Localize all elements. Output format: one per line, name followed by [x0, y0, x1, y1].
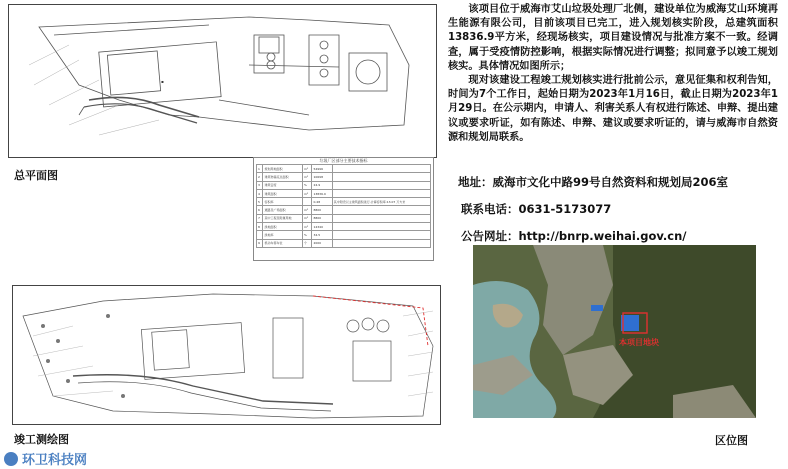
- index-table-row: [257, 214, 431, 222]
- index-table-cell-item: 容积率: [263, 198, 303, 206]
- index-table-cell-note: [332, 223, 430, 231]
- index-table-cell-value: 8800: [312, 214, 332, 222]
- index-table-cell-unit: m²: [303, 223, 312, 231]
- index-table-row: [257, 231, 431, 239]
- index-table-row: [257, 198, 431, 206]
- index-table-cell-item: 绿地率: [263, 231, 303, 239]
- index-table-cell-note: [332, 165, 430, 173]
- location-map-svg: [473, 245, 756, 418]
- index-table-cell-note: 其中附设以主建筑面积进行,计算容积率:13.07 万方米: [332, 198, 430, 206]
- watermark-logo-icon: [4, 452, 18, 466]
- index-table-row: [257, 181, 431, 189]
- index-table-title: 垃圾厂区部分主要技术指标: [319, 158, 368, 163]
- website-text: 公告网址：http://bnrp.weihai.gov.cn/: [461, 229, 687, 243]
- survey-tank-area: [353, 341, 391, 381]
- index-table-cell-note: [332, 239, 430, 247]
- address-text: 地址：威海市文化中路99号自然资料和规划局206室: [458, 175, 729, 189]
- index-table-cell-item: 绿地面积: [263, 223, 303, 231]
- index-table-cell-note: [332, 214, 430, 222]
- index-table-cell-no: 6: [257, 206, 263, 214]
- index-table-cell-no: 5: [257, 198, 263, 206]
- index-table-cell-item: 建筑面积: [263, 189, 303, 197]
- index-table-cell-value: 2000: [312, 239, 332, 247]
- boundary-inner-line: [54, 25, 209, 35]
- index-table-cell-unit: m²: [303, 206, 312, 214]
- watermark: [4, 449, 87, 468]
- blue-roofs: [621, 315, 639, 331]
- index-table-cell-no: 2: [257, 173, 263, 181]
- notice-text: [448, 3, 778, 145]
- site-plan-drawing: [8, 4, 437, 158]
- index-table-cell-unit: m²: [303, 214, 312, 222]
- index-table-cell-value: 13836.9: [312, 189, 332, 197]
- index-table-grid: [256, 164, 431, 248]
- index-table-row: [257, 223, 431, 231]
- index-table-row: [257, 173, 431, 181]
- site-plan-caption: 总平面图: [14, 169, 58, 182]
- index-table-cell-no: 4: [257, 189, 263, 197]
- index-table-cell-unit: m²: [303, 165, 312, 173]
- technical-index-table: [253, 157, 434, 261]
- watermark-text: 环卫科技网: [22, 453, 88, 468]
- index-table-cell-unit: m²: [303, 189, 312, 197]
- index-table-cell-no: 3: [257, 181, 263, 189]
- index-table-cell-unit: 个: [303, 239, 312, 247]
- index-table-cell-no: 1: [257, 165, 263, 173]
- site-plan-svg: [9, 5, 436, 157]
- index-table-cell-value: 24.9: [312, 181, 332, 189]
- svg-text:▪: ▪: [161, 79, 164, 84]
- index-table-cell-unit: [303, 198, 312, 206]
- index-table-cell-value: 54996: [312, 165, 332, 173]
- tank-area: [349, 53, 387, 91]
- index-table-cell-value: 14340: [312, 223, 332, 231]
- tank-circle: [356, 60, 380, 84]
- as-built-survey-drawing: [12, 285, 441, 425]
- location-map-caption: 区位图: [715, 434, 748, 447]
- survey-map-caption: 竣工测绘图: [14, 433, 69, 446]
- index-table-row: [257, 239, 431, 247]
- survey-road: [73, 375, 333, 404]
- survey-boundary: [23, 294, 433, 418]
- index-table-cell-unit: m²: [303, 173, 312, 181]
- survey-aux-building: [273, 318, 303, 378]
- index-table-cell-note: [332, 181, 430, 189]
- index-table-cell-no: 8: [257, 223, 263, 231]
- index-table-cell-note: [332, 189, 430, 197]
- index-table-cell-value: 10698: [312, 173, 332, 181]
- index-table-cell-value: 0.48: [312, 198, 332, 206]
- index-table-row: [257, 206, 431, 214]
- index-table-row: [257, 189, 431, 197]
- index-table-cell-item: 建筑物基底总面积: [263, 173, 303, 181]
- index-table-cell-no: 9: [257, 239, 263, 247]
- index-table-cell-note: [332, 231, 430, 239]
- index-table-cell-item: 建筑密度: [263, 181, 303, 189]
- index-table-cell-unit: %: [303, 231, 312, 239]
- location-marker-label: 本项目地块: [619, 338, 659, 347]
- index-table-cell-value: 34.5: [312, 231, 332, 239]
- index-table-cell-unit: %: [303, 181, 312, 189]
- index-table-cell-item: 道路及广场面积: [263, 206, 303, 214]
- notice-paragraph-1: 该项目位于威海市艾山垃圾处理厂北侧，建设单位为威海艾山环境再生能源有限公司，目前该项目已完工，进入规划核实阶段，总建筑面积13836.9平方米，经现场核实，项目建设情况与批准方案不一致。经调查，属于受疫情防控影响，根据实际情况进行调整；拟同意予以竣工规划核实。具体情况如图所示；: [448, 4, 778, 72]
- survey-red-boundary: [313, 296, 428, 346]
- index-table-cell-no: 7: [257, 214, 263, 222]
- index-table-cell-note: [332, 206, 430, 214]
- site-boundary: [39, 17, 409, 130]
- notice-paragraph-2: 现对该建设工程竣工规划核实进行批前公示，意见征集和权利告知，时间为7个工作日，起始日期为2023年1月16日，截止日期为2023年1月29日。在公示期内，申请人、利害关系人有权进行陈述、申辩、提出建议或要求听证，如有陈述、申辩、建议或要求听证的，请与威海市自然资源和规划局联系。: [448, 75, 778, 143]
- phone-text: 联系电话：0631-5173077: [461, 202, 612, 216]
- index-table-cell-note: [332, 173, 430, 181]
- index-table-cell-value: 8800: [312, 206, 332, 214]
- index-table-cell-item: 机动车停车位: [263, 239, 303, 247]
- location-satellite-map: [473, 245, 756, 418]
- index-table-cell-item: 其中工程及附属用地: [263, 214, 303, 222]
- survey-main-building: [141, 323, 244, 380]
- index-table-cell-item: 规划用地面积: [263, 165, 303, 173]
- index-table-row: [257, 165, 431, 173]
- survey-svg: [13, 286, 440, 424]
